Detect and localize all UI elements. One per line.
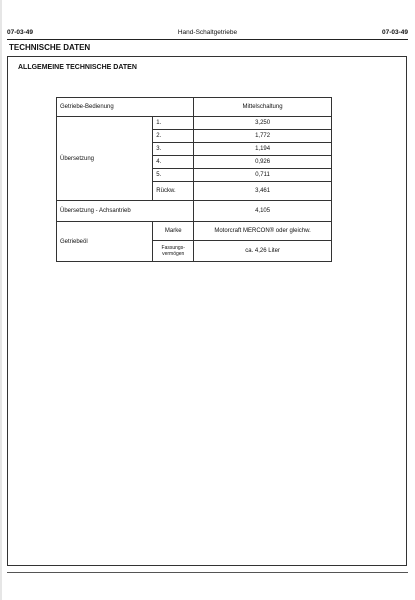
table-row: [57, 98, 332, 117]
table-row: [57, 222, 332, 241]
gear-value: 3,461: [194, 182, 332, 201]
gear-label: 5.: [153, 169, 194, 182]
table-row: [57, 117, 332, 130]
getriebeoel-label: Getriebeöl: [57, 222, 153, 262]
gear-value: 1,194: [194, 143, 332, 156]
spec-table: [56, 97, 332, 262]
page-header: [7, 26, 408, 38]
gear-label: 1.: [153, 117, 194, 130]
gear-label: 2.: [153, 130, 194, 143]
marke-value: Motorcraft MERCON® oder gleichw.: [194, 222, 332, 241]
gear-label: Rückw.: [153, 182, 194, 201]
header-rule: [7, 39, 408, 40]
gear-label: 4.: [153, 156, 194, 169]
fassung-value: ca. 4,26 Liter: [194, 241, 332, 262]
achsantrieb-label: Übersetzung - Achsantrieb: [57, 201, 194, 222]
gear-value: 3,250: [194, 117, 332, 130]
page-edge: [0, 0, 2, 600]
page-number-right: 07-03-49: [381, 28, 408, 36]
table-row: [57, 201, 332, 222]
gear-value: 0,926: [194, 156, 332, 169]
fassung-label: Fassungs-vermögen: [153, 241, 194, 262]
bedienung-value: Mittelschaltung: [194, 98, 332, 117]
achsantrieb-value: 4,105: [194, 201, 332, 222]
page-number-left: 07-03-49: [7, 28, 34, 36]
gear-value: 1,772: [194, 130, 332, 143]
section-title: TECHNISCHE DATEN: [9, 43, 91, 52]
gear-label: 3.: [153, 143, 194, 156]
document-chapter-title: Hand-Schaltgetriebe: [177, 28, 238, 36]
marke-label: Marke: [153, 222, 194, 241]
footer-rule: [7, 572, 408, 573]
uebersetzung-label: Übersetzung: [57, 117, 153, 201]
frame-title: ALLGEMEINE TECHNISCHE DATEN: [18, 64, 137, 71]
gear-value: 0,711: [194, 169, 332, 182]
bedienung-label: Getriebe-Bedienung: [57, 98, 194, 117]
content-frame: [7, 56, 407, 566]
